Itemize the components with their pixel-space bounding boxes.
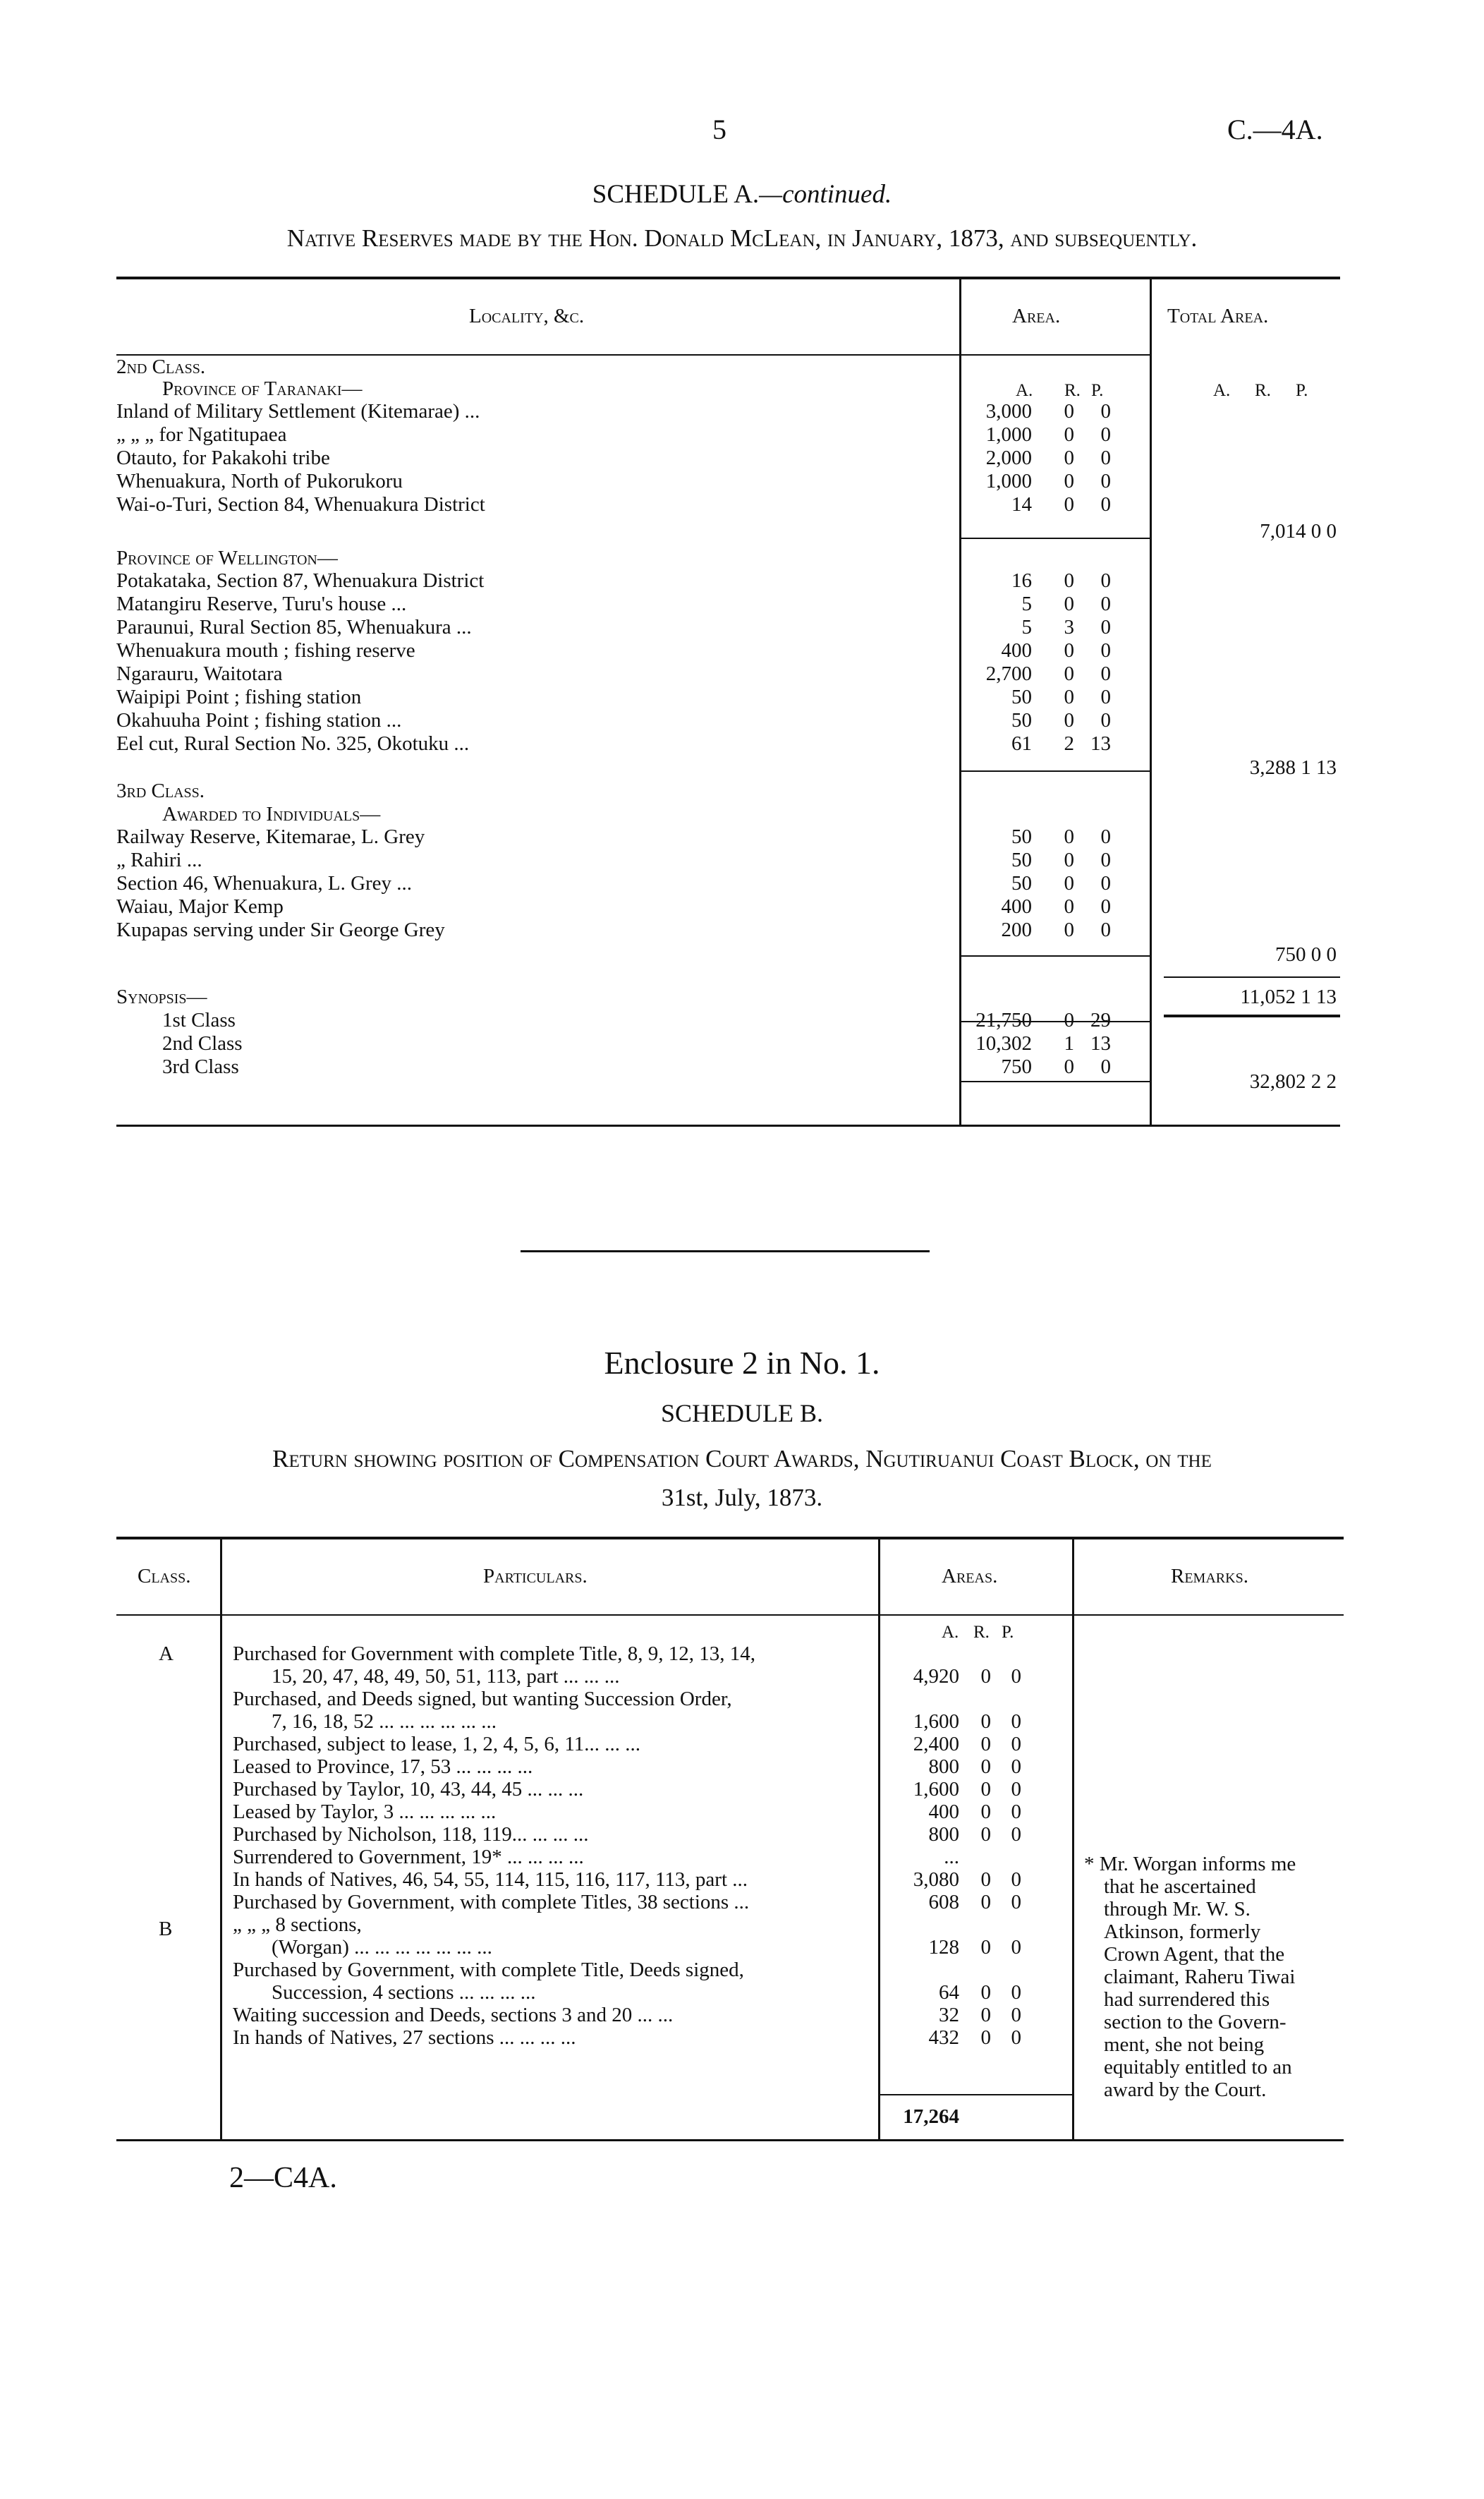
schedule-b-table: [116, 1537, 1344, 2158]
column-header-class: Class.: [138, 1565, 191, 1587]
particulars-roods: 0: [980, 1936, 991, 1959]
particulars-perches: 0: [1011, 1710, 1021, 1733]
individual-row-acres: 50: [1011, 849, 1032, 871]
particulars-acres: 2,400: [913, 1733, 959, 1755]
grand-total: 32,802 2 2: [1249, 1070, 1337, 1093]
individual-row-perches: 0: [1100, 919, 1111, 941]
wellington-row-roods: 2: [1064, 732, 1074, 755]
remark-line: * Mr. Worgan informs me: [1084, 1853, 1296, 1875]
wellington-row-roods: 0: [1064, 639, 1074, 662]
total-unit-perches: P.: [1296, 381, 1308, 400]
particulars-acres: 3,080: [913, 1868, 959, 1891]
particulars-roods: 0: [980, 1665, 991, 1688]
wellington-row-label: Paraunui, Rural Section 85, Whenuakura ...: [116, 616, 472, 639]
schedule-a-subtitle: Native Reserves made by the Hon. Donald McLean, in January, 1873, and subsequently.: [286, 224, 1198, 252]
taranaki-row-roods: 0: [1064, 400, 1074, 423]
particulars-line: Waiting succession and Deeds, sections 3 and 20 ... ...: [233, 2004, 674, 2026]
wellington-row-perches: 0: [1100, 662, 1111, 685]
particulars-perches: 0: [1011, 1733, 1021, 1755]
wellington-row-roods: 0: [1064, 593, 1074, 615]
synopsis-subtotal: 11,052 1 13: [1240, 986, 1337, 1008]
particulars-perches: 0: [1011, 2004, 1021, 2026]
class-b-label: B: [159, 1918, 173, 1940]
schedule-b-title: SCHEDULE B.: [660, 1399, 823, 1427]
particulars-acres: 400: [928, 1801, 959, 1823]
remark-line: claimant, Raheru Tiwai: [1104, 1966, 1296, 1988]
particulars-line: In hands of Natives, 27 sections ... ... ... ...: [233, 2026, 576, 2049]
unit-acres-b: A.: [942, 1623, 959, 1642]
remark-line: award by the Court.: [1104, 2079, 1267, 2101]
province-taranaki-heading: Province of Taranaki—: [162, 377, 363, 400]
particulars-acres: 32: [939, 2004, 959, 2026]
synopsis-row-label: 1st Class: [162, 1009, 236, 1031]
particulars-perches: 0: [1011, 1891, 1021, 1913]
taranaki-row-roods: 0: [1064, 493, 1074, 516]
wellington-row-label: Potakataka, Section 87, Whenuakura District: [116, 569, 485, 592]
unit-roods: R.: [1064, 381, 1081, 400]
unit-perches-b: P.: [1002, 1623, 1014, 1642]
individual-row-acres: 50: [1011, 872, 1032, 895]
total-taranaki: 7,014 0 0: [1260, 520, 1337, 543]
wellington-row-perches: 0: [1100, 616, 1111, 639]
class-heading-2nd: 2nd Class.: [116, 356, 206, 378]
particulars-perches: 0: [1011, 2026, 1021, 2049]
total-wellington: 3,288 1 13: [1249, 756, 1337, 779]
wellington-row-acres: 400: [1001, 639, 1032, 662]
remark-line: section to the Govern-: [1104, 2011, 1287, 2033]
schedule-b-total: 17,264: [903, 2105, 959, 2128]
individual-row-label: „ Rahiri ...: [116, 849, 202, 871]
particulars-perches: 0: [1011, 1755, 1021, 1778]
taranaki-row-perches: 0: [1100, 400, 1111, 423]
taranaki-row-label: „ „ „ for Ngatitupaea: [116, 423, 287, 446]
particulars-perches: 0: [1011, 1801, 1021, 1823]
particulars-roods: 0: [980, 1868, 991, 1891]
class-heading-3rd: 3rd Class.: [116, 780, 205, 802]
individual-row-roods: 0: [1064, 895, 1074, 918]
particulars-roods: 0: [980, 1755, 991, 1778]
particulars-acres: 608: [928, 1891, 959, 1913]
wellington-row-perches: 0: [1100, 593, 1111, 615]
particulars-roods: 0: [980, 1733, 991, 1755]
particulars-perches: 0: [1011, 1981, 1021, 2004]
individual-row-perches: 0: [1100, 895, 1111, 918]
wellington-row-acres: 5: [1021, 616, 1032, 639]
particulars-acres: 128: [928, 1936, 959, 1959]
particulars-line: In hands of Natives, 46, 54, 55, 114, 115, 116, 117, 113, part ...: [233, 1868, 748, 1891]
wellington-row-acres: 61: [1011, 732, 1032, 755]
awarded-individuals-heading: Awarded to Individuals—: [162, 803, 381, 825]
footer-reference: 2—C4A.: [229, 2162, 337, 2194]
wellington-row-roods: 0: [1064, 686, 1074, 708]
wellington-row-acres: 50: [1011, 709, 1032, 732]
particulars-perches: 0: [1011, 1936, 1021, 1959]
taranaki-row-acres: 1,000: [985, 423, 1032, 446]
wellington-row-label: Eel cut, Rural Section No. 325, Okotuku ...: [116, 732, 470, 755]
particulars-line: Purchased by Government, with complete Titles, 38 sections ...: [233, 1891, 750, 1913]
wellington-row-acres: 2,700: [985, 662, 1032, 685]
individual-row-label: Waiau, Major Kemp: [116, 895, 284, 918]
wellington-row-roods: 0: [1064, 569, 1074, 592]
particulars-acres: 4,920: [913, 1665, 959, 1688]
wellington-row-perches: 0: [1100, 709, 1111, 732]
particulars-line: Leased to Province, 17, 53 ... ... ... ...: [233, 1755, 533, 1778]
particulars-line: (Worgan) ... ... ... ... ... ... ...: [272, 1936, 492, 1959]
particulars-line: Purchased, and Deeds signed, but wanting Succession Order,: [233, 1688, 732, 1710]
wellington-row-label: Whenuakura mouth ; fishing reserve: [116, 639, 415, 662]
taranaki-row-perches: 0: [1100, 493, 1111, 516]
individual-row-perches: 0: [1100, 825, 1111, 848]
particulars-perches: 0: [1011, 1778, 1021, 1801]
wellington-row-acres: 16: [1011, 569, 1032, 592]
column-header-area: Area.: [1012, 305, 1061, 327]
taranaki-row-acres: 1,000: [985, 470, 1032, 492]
synopsis-heading: Synopsis—: [116, 986, 207, 1008]
enclosure-title: Enclosure 2 in No. 1.: [604, 1345, 880, 1381]
schedule-b-subtitle-2: 31st, July, 1873.: [661, 1484, 823, 1511]
column-header-remarks: Remarks.: [1171, 1565, 1248, 1587]
synopsis-row-roods: 1: [1064, 1032, 1074, 1055]
particulars-perches: 0: [1011, 1868, 1021, 1891]
particulars-acres: 800: [928, 1823, 959, 1846]
synopsis-row-roods: 0: [1064, 1055, 1074, 1078]
individual-row-perches: 0: [1100, 872, 1111, 895]
individual-row-label: Section 46, Whenuakura, L. Grey ...: [116, 872, 413, 895]
remark-line: ment, she not being: [1104, 2033, 1265, 2056]
province-wellington-heading: Province of Wellington—: [116, 547, 338, 569]
taranaki-row-label: Otauto, for Pakakohi tribe: [116, 447, 330, 469]
particulars-line: Leased by Taylor, 3 ... ... ... ... ...: [233, 1801, 497, 1823]
taranaki-row-perches: 0: [1100, 423, 1111, 446]
synopsis-row-acres: 21,750: [975, 1009, 1032, 1031]
total-unit-acres: A.: [1213, 381, 1231, 400]
remark-line: through Mr. W. S.: [1104, 1898, 1251, 1920]
synopsis-row-acres: 750: [1001, 1055, 1032, 1078]
wellington-row-label: Matangiru Reserve, Turu's house ...: [116, 593, 407, 615]
particulars-line: Purchased by Taylor, 10, 43, 44, 45 ... ... ...: [233, 1778, 584, 1801]
wellington-row-perches: 0: [1100, 569, 1111, 592]
total-unit-roods: R.: [1255, 381, 1271, 400]
individual-row-roods: 0: [1064, 872, 1074, 895]
wellington-row-perches: 0: [1100, 686, 1111, 708]
individual-row-acres: 400: [1001, 895, 1032, 918]
particulars-line: 7, 16, 18, 52 ... ... ... ... ... ...: [272, 1710, 497, 1733]
particulars-perches: 0: [1011, 1665, 1021, 1688]
particulars-roods: 0: [980, 1823, 991, 1846]
taranaki-row-label: Wai-o-Turi, Section 84, Whenuakura District: [116, 493, 485, 516]
schedule-b-subtitle-1: Return showing position of Compensation Court Awards, Ngutiruanui Coast Block, on the: [272, 1445, 1212, 1472]
taranaki-row-perches: 0: [1100, 447, 1111, 469]
remark-line: that he ascertained: [1104, 1875, 1256, 1898]
particulars-line: 15, 20, 47, 48, 49, 50, 51, 113, part ... ... ...: [272, 1665, 620, 1688]
particulars-acres: 64: [939, 1981, 959, 2004]
wellington-row-roods: 0: [1064, 662, 1074, 685]
particulars-roods: 0: [980, 1778, 991, 1801]
column-header-particulars: Particulars.: [483, 1565, 588, 1587]
synopsis-row-acres: 10,302: [975, 1032, 1032, 1055]
wellington-row-label: Okahuuha Point ; fishing station ...: [116, 709, 402, 732]
column-header-total-area: Total Area.: [1167, 305, 1269, 327]
wellington-row-label: Waipipi Point ; fishing station: [116, 686, 362, 708]
particulars-acres: ...: [944, 1846, 959, 1868]
particulars-line: „ „ „ 8 sections,: [233, 1913, 362, 1936]
column-header-areas: Areas.: [942, 1565, 998, 1587]
individual-row-roods: 0: [1064, 919, 1074, 941]
wellington-row-perches: 0: [1100, 639, 1111, 662]
particulars-roods: 0: [980, 1710, 991, 1733]
wellington-row-acres: 50: [1011, 686, 1032, 708]
total-individuals: 750 0 0: [1275, 943, 1337, 966]
individual-row-roods: 0: [1064, 825, 1074, 848]
particulars-roods: 0: [980, 1981, 991, 2004]
individual-row-acres: 50: [1011, 825, 1032, 848]
taranaki-row-acres: 3,000: [985, 400, 1032, 423]
remark-line: Atkinson, formerly: [1104, 1920, 1261, 1943]
wellington-row-roods: 3: [1064, 616, 1074, 639]
section-divider: [521, 1250, 930, 1252]
individual-row-label: Kupapas serving under Sir George Grey: [116, 919, 445, 941]
particulars-acres: 432: [928, 2026, 959, 2049]
taranaki-row-roods: 0: [1064, 470, 1074, 492]
taranaki-row-roods: 0: [1064, 423, 1074, 446]
class-a-label: A: [159, 1642, 174, 1665]
particulars-line: Purchased by Government, with complete Title, Deeds signed,: [233, 1959, 744, 1981]
taranaki-row-perches: 0: [1100, 470, 1111, 492]
wellington-row-roods: 0: [1064, 709, 1074, 732]
particulars-roods: 0: [980, 2004, 991, 2026]
particulars-line: Surrendered to Government, 19* ... ... ... ...: [233, 1846, 584, 1868]
unit-acres: A.: [1016, 381, 1033, 400]
wellington-row-acres: 5: [1021, 593, 1032, 615]
synopsis-row-perches: 13: [1090, 1032, 1111, 1055]
particulars-acres: 1,600: [913, 1710, 959, 1733]
unit-perches: P.: [1091, 381, 1104, 400]
synopsis-row-label: 3rd Class: [162, 1055, 239, 1078]
particulars-acres: 1,600: [913, 1778, 959, 1801]
particulars-roods: 0: [980, 1891, 991, 1913]
remark-line: had surrendered this: [1104, 1988, 1270, 2011]
individual-row-label: Railway Reserve, Kitemarae, L. Grey: [116, 825, 425, 848]
taranaki-row-acres: 14: [1011, 493, 1032, 516]
synopsis-row-label: 2nd Class: [162, 1032, 243, 1055]
synopsis-row-perches: 29: [1090, 1009, 1111, 1031]
particulars-line: Purchased, subject to lease, 1, 2, 4, 5, 6, 11... ... ...: [233, 1733, 641, 1755]
synopsis-row-roods: 0: [1064, 1009, 1074, 1031]
schedule-a-table: [116, 277, 1340, 1130]
remark-line: Crown Agent, that the: [1104, 1943, 1285, 1966]
unit-roods-b: R.: [973, 1623, 990, 1642]
taranaki-row-roods: 0: [1064, 447, 1074, 469]
particulars-line: Purchased for Government with complete Title, 8, 9, 12, 13, 14,: [233, 1642, 756, 1665]
wellington-row-label: Ngarauru, Waitotara: [116, 662, 283, 685]
taranaki-row-acres: 2,000: [985, 447, 1032, 469]
synopsis-row-perches: 0: [1100, 1055, 1111, 1078]
particulars-perches: 0: [1011, 1823, 1021, 1846]
particulars-line: Purchased by Nicholson, 118, 119... ... ... ...: [233, 1823, 589, 1846]
schedule-a-title: SCHEDULE A.—continued.: [592, 180, 892, 209]
document-reference: C.—4A.: [1227, 114, 1323, 145]
individual-row-acres: 200: [1001, 919, 1032, 941]
individual-row-perches: 0: [1100, 849, 1111, 871]
remark-line: equitably entitled to an: [1104, 2056, 1292, 2079]
wellington-row-perches: 13: [1090, 732, 1111, 755]
column-header-locality: Locality, &c.: [469, 305, 585, 327]
particulars-line: Succession, 4 sections ... ... ... ...: [272, 1981, 536, 2004]
particulars-roods: 0: [980, 1801, 991, 1823]
page-number: 5: [712, 114, 726, 145]
taranaki-row-label: Inland of Military Settlement (Kitemarae) ...: [116, 400, 480, 423]
particulars-acres: 800: [928, 1755, 959, 1778]
individual-row-roods: 0: [1064, 849, 1074, 871]
particulars-roods: 0: [980, 2026, 991, 2049]
taranaki-row-label: Whenuakura, North of Pukorukoru: [116, 470, 403, 492]
